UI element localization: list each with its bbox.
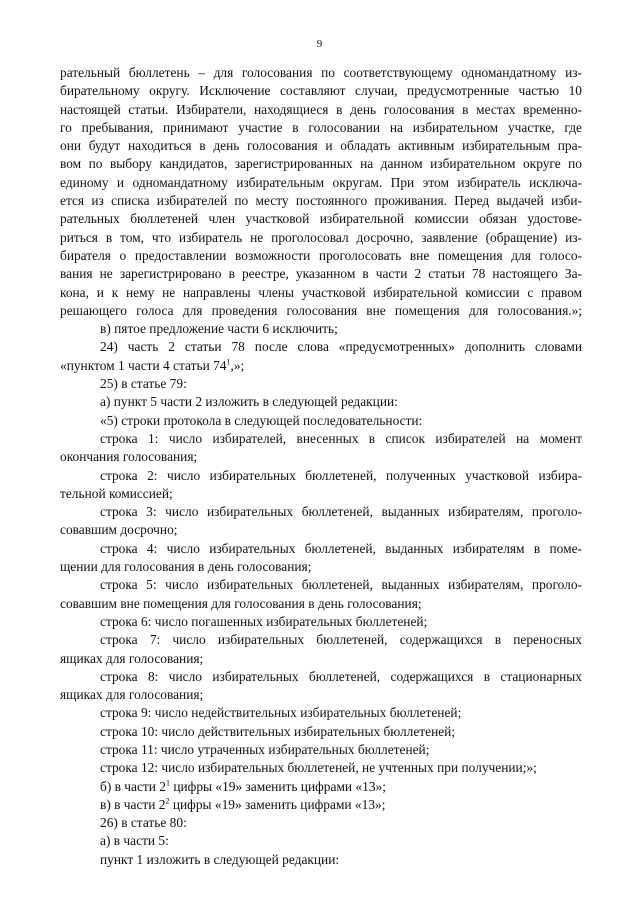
text-line-content: риться в том, что избиратель не проголосовал досрочно, заявление (обращение) из- <box>60 229 582 245</box>
text-line-content: а) в части 5: <box>100 833 169 849</box>
text-line <box>60 778 582 796</box>
text-line <box>60 723 582 741</box>
text-line <box>60 101 582 119</box>
text-line-content: настоящей статьи. Избиратели, находящиеся в день голосования в местах временно- <box>60 101 582 117</box>
text-line-content: ящиках для голосования; <box>60 687 204 703</box>
text-line-content: вом по выбору кандидатов, зарегистрированных на данном избирательном округе по <box>60 156 582 172</box>
text-line <box>60 412 582 430</box>
text-line-content: строка 4: число избирательных бюллетеней, выданных избирателям в поме- <box>100 540 582 556</box>
text-line <box>60 467 582 485</box>
text-line-content: б) в части 2 <box>100 778 166 794</box>
text-line <box>60 595 582 613</box>
text-line-content: в) пятое предложение части 6 исключить; <box>100 321 338 337</box>
text-line <box>60 741 582 759</box>
text-line <box>60 393 582 411</box>
text-line <box>60 320 582 338</box>
text-line <box>60 631 582 649</box>
text-line-content: строка 3: число избирательных бюллетеней, выданных избирателям, проголо- <box>100 504 582 520</box>
text-line-content: пункт 1 изложить в следующей редакции: <box>100 851 340 867</box>
text-line <box>60 576 582 594</box>
text-line-content: окончания голосования; <box>60 449 198 465</box>
text-line <box>60 796 582 814</box>
text-line-content: кона, и к нему не направлены члены участковой избирательной комиссии с правом <box>60 284 582 300</box>
superscript: 1 <box>226 357 231 367</box>
text-line-tail: цифры «19» заменить цифрами «13»; <box>169 778 386 794</box>
text-line <box>60 229 582 247</box>
text-line <box>60 668 582 686</box>
page-number: 9 <box>316 38 323 50</box>
text-line <box>60 503 582 521</box>
text-line <box>60 119 582 137</box>
text-line-content: строка 12: число избирательных бюллетеней, не учтенных при получении;»; <box>100 760 537 776</box>
text-line-content: строка 1: число избирателей, внесенных в список избирателей на момент <box>100 430 582 446</box>
text-line <box>60 357 582 375</box>
text-line-content: решающего голоса для проведения голосования вне помещения для голосования.»; <box>60 302 582 318</box>
text-line-content: строка 2: число избирательных бюллетеней, полученных участковой избира- <box>100 467 582 483</box>
text-line-content: го пребывания, принимают участие в голосовании на избирательном участке, где <box>60 119 582 135</box>
text-line-content: совавшим досрочно; <box>60 522 178 538</box>
text-line <box>60 430 582 448</box>
text-line-content: единому и одномандатному избирательным округам. При этом избиратель исключа- <box>60 174 582 190</box>
superscript: 2 <box>165 796 170 806</box>
text-line <box>60 832 582 850</box>
text-line-content: рательных бюллетеней член участковой избирательной комиссии обязан удостове- <box>60 211 582 227</box>
text-line <box>60 704 582 722</box>
text-line-content: вания не зарегистрировано в реестре, указанном в части 2 статьи 78 настоящего За- <box>60 266 582 282</box>
text-line-content: в) в части 2 <box>100 796 166 812</box>
text-line <box>60 82 582 100</box>
document-body <box>60 64 582 869</box>
text-line-content: совавшим вне помещения для голосования в день голосования; <box>60 595 422 611</box>
text-line <box>60 540 582 558</box>
text-line <box>60 485 582 503</box>
text-line <box>60 155 582 173</box>
text-line-content: строка 11: число утраченных избирательных бюллетеней; <box>100 741 430 757</box>
text-line <box>60 613 582 631</box>
superscript: 1 <box>165 778 170 788</box>
text-line-content: строка 6: число погашенных избирательных бюллетеней; <box>100 613 428 629</box>
text-line-content: ящиках для голосования; <box>60 650 204 666</box>
text-line <box>60 210 582 228</box>
text-line-content: «5) строки протокола в следующей последовательности: <box>100 412 423 428</box>
text-line <box>60 174 582 192</box>
text-line <box>60 814 582 832</box>
text-line <box>60 686 582 704</box>
text-line <box>60 448 582 466</box>
text-line-content: 24) часть 2 статьи 78 после слова «предусмотренных» дополнить словами <box>100 339 582 355</box>
text-line <box>60 192 582 210</box>
text-line-tail: цифры «19» заменить цифрами «13»; <box>169 796 386 812</box>
text-line-content: они будут находиться в день голосования и обладать активным избирательным пра- <box>60 138 582 154</box>
text-line <box>60 64 582 82</box>
text-line <box>60 137 582 155</box>
text-line-content: «пунктом 1 части 4 статьи 74 <box>60 357 227 373</box>
text-line <box>60 302 582 320</box>
text-line-content: 26) в статье 80: <box>100 815 187 831</box>
text-line-content: тельной комиссией; <box>60 485 173 501</box>
text-line <box>60 650 582 668</box>
text-line-content: бирательному округу. Исключение составляют случаи, предусмотренные частью 10 <box>60 83 582 99</box>
text-line <box>60 265 582 283</box>
text-line-content: а) пункт 5 части 2 изложить в следующей редакции: <box>100 394 398 410</box>
text-line-content: бирателя о предоставлении возможности проголосовать вне помещения для голосо- <box>60 247 582 263</box>
text-line-content: строка 7: число избирательных бюллетеней, содержащихся в переносных <box>100 632 582 648</box>
text-line-content: 25) в статье 79: <box>100 376 187 392</box>
text-line-tail: ,»; <box>230 357 245 373</box>
text-line <box>60 558 582 576</box>
text-line-content: рательный бюллетень – для голосования по соответствующему одномандатному из- <box>60 65 582 80</box>
text-line-content: строка 5: число избирательных бюллетеней, выданных избирателям, проголо- <box>100 577 582 593</box>
text-line-content: строка 8: число избирательных бюллетеней, содержащихся в стационарных <box>100 668 582 684</box>
text-line <box>60 521 582 539</box>
text-line-content: строка 10: число действительных избирательных бюллетеней; <box>100 723 456 739</box>
text-line-content: ется из списка избирателей по месту постоянного проживания. Перед выдачей изби- <box>60 193 582 209</box>
text-line-content: щении для голосования в день голосования; <box>60 559 312 575</box>
text-line <box>60 375 582 393</box>
text-line <box>60 759 582 777</box>
text-line <box>60 247 582 265</box>
text-line-content: строка 9: число недействительных избирательных бюллетеней; <box>100 705 462 721</box>
text-line <box>60 851 582 869</box>
text-line <box>60 284 582 302</box>
text-line <box>60 338 582 356</box>
